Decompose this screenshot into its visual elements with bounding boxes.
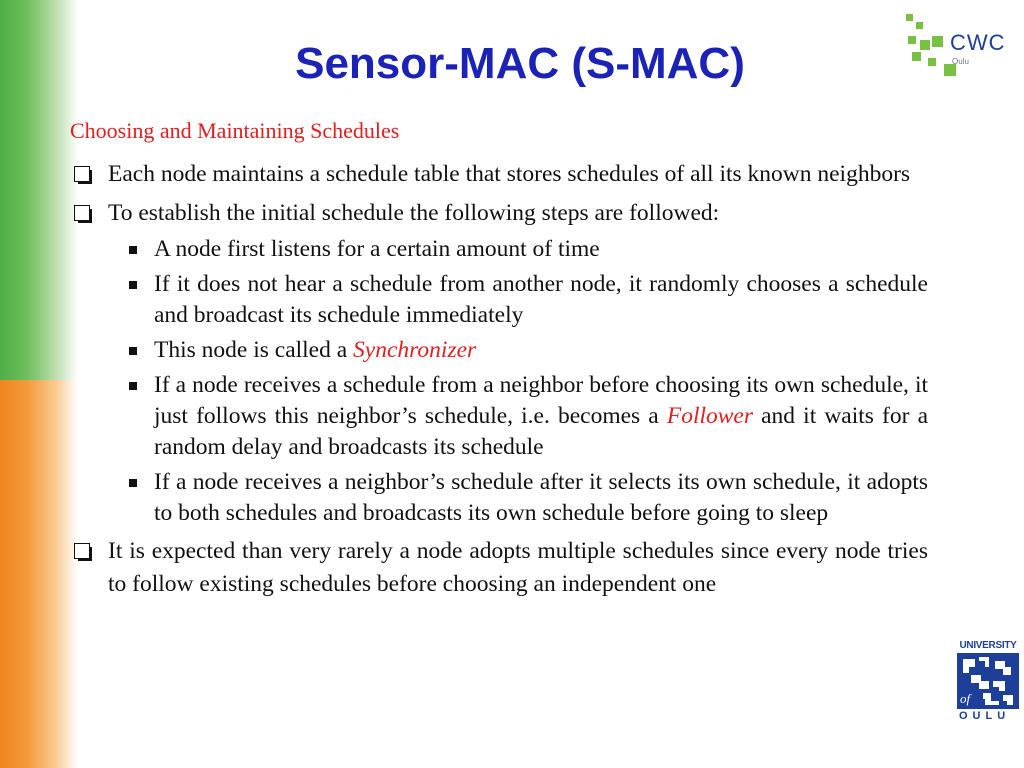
sub-bullet-text-tail: and it waits for a random delay and broadcasts its schedule [154, 403, 928, 460]
square-bullet-icon [129, 479, 137, 487]
bullet-item [70, 535, 928, 601]
square-bullet-icon [129, 246, 137, 254]
bullet-text: It is expected than very rarely a node adopts multiple schedules since every node tries to follow existing schedules before choosing an independent one [108, 538, 928, 597]
cwc-logo-text: CWC [950, 30, 1006, 55]
sub-bullet-text: If a node receives a schedule from a neighbor before choosing its own schedule, it just follows this neighbor’s schedule, i.e. becomes a [154, 372, 928, 429]
university-logo-of-text: of [960, 691, 971, 706]
bullet-item [70, 197, 928, 230]
sub-bullet-text: A node first listens for a certain amount of time [154, 236, 600, 262]
section-heading: Choosing and Maintaining Schedules [70, 118, 400, 143]
decorative-band-orange [0, 380, 78, 768]
checkbox-bullet-icon [74, 205, 90, 221]
square-bullet-icon [129, 347, 137, 355]
university-logo-top-text: UNIVERSITY [959, 640, 1017, 651]
cwc-logo-subtext: Oulu [952, 57, 969, 66]
university-of-oulu-logo [957, 640, 1019, 732]
sub-bullet-item [126, 269, 928, 331]
bullet-text: Each node maintains a schedule table that stores schedules of all its known neighbors [108, 161, 911, 187]
sub-bullet-text: This node is called a [154, 337, 354, 363]
sub-bullet-item [126, 370, 928, 463]
checkbox-bullet-icon [74, 166, 90, 182]
slide-content [70, 158, 928, 607]
cwc-logo [904, 14, 1014, 86]
checkbox-bullet-icon [74, 543, 90, 559]
synchronizer-term: Synchronizer [353, 337, 477, 363]
university-logo-bottom-text: OULU [959, 710, 1011, 722]
sub-bullet-text: If a node receives a neighbor’s schedule after it selects its own schedule, it adopts to both schedules and broadcasts its own schedule before going to sleep [154, 469, 928, 526]
square-bullet-icon [129, 382, 137, 390]
sub-bullet-item [126, 234, 928, 265]
sub-bullet-list [126, 234, 928, 529]
slide-title: Sensor-MAC (S-MAC) [295, 39, 745, 88]
sub-bullet-item [126, 467, 928, 529]
oulu-emblem-icon [957, 653, 1019, 709]
square-bullet-icon [129, 281, 137, 289]
follower-term: Follower [666, 403, 754, 429]
decorative-band-green [0, 0, 78, 380]
sub-bullet-item [126, 335, 928, 366]
sub-bullet-text: If it does not hear a schedule from another node, it randomly chooses a schedule and broadcast its schedule immediately [154, 271, 928, 328]
bullet-text: To establish the initial schedule the following steps are followed: [108, 200, 720, 226]
bullet-item [70, 158, 928, 191]
